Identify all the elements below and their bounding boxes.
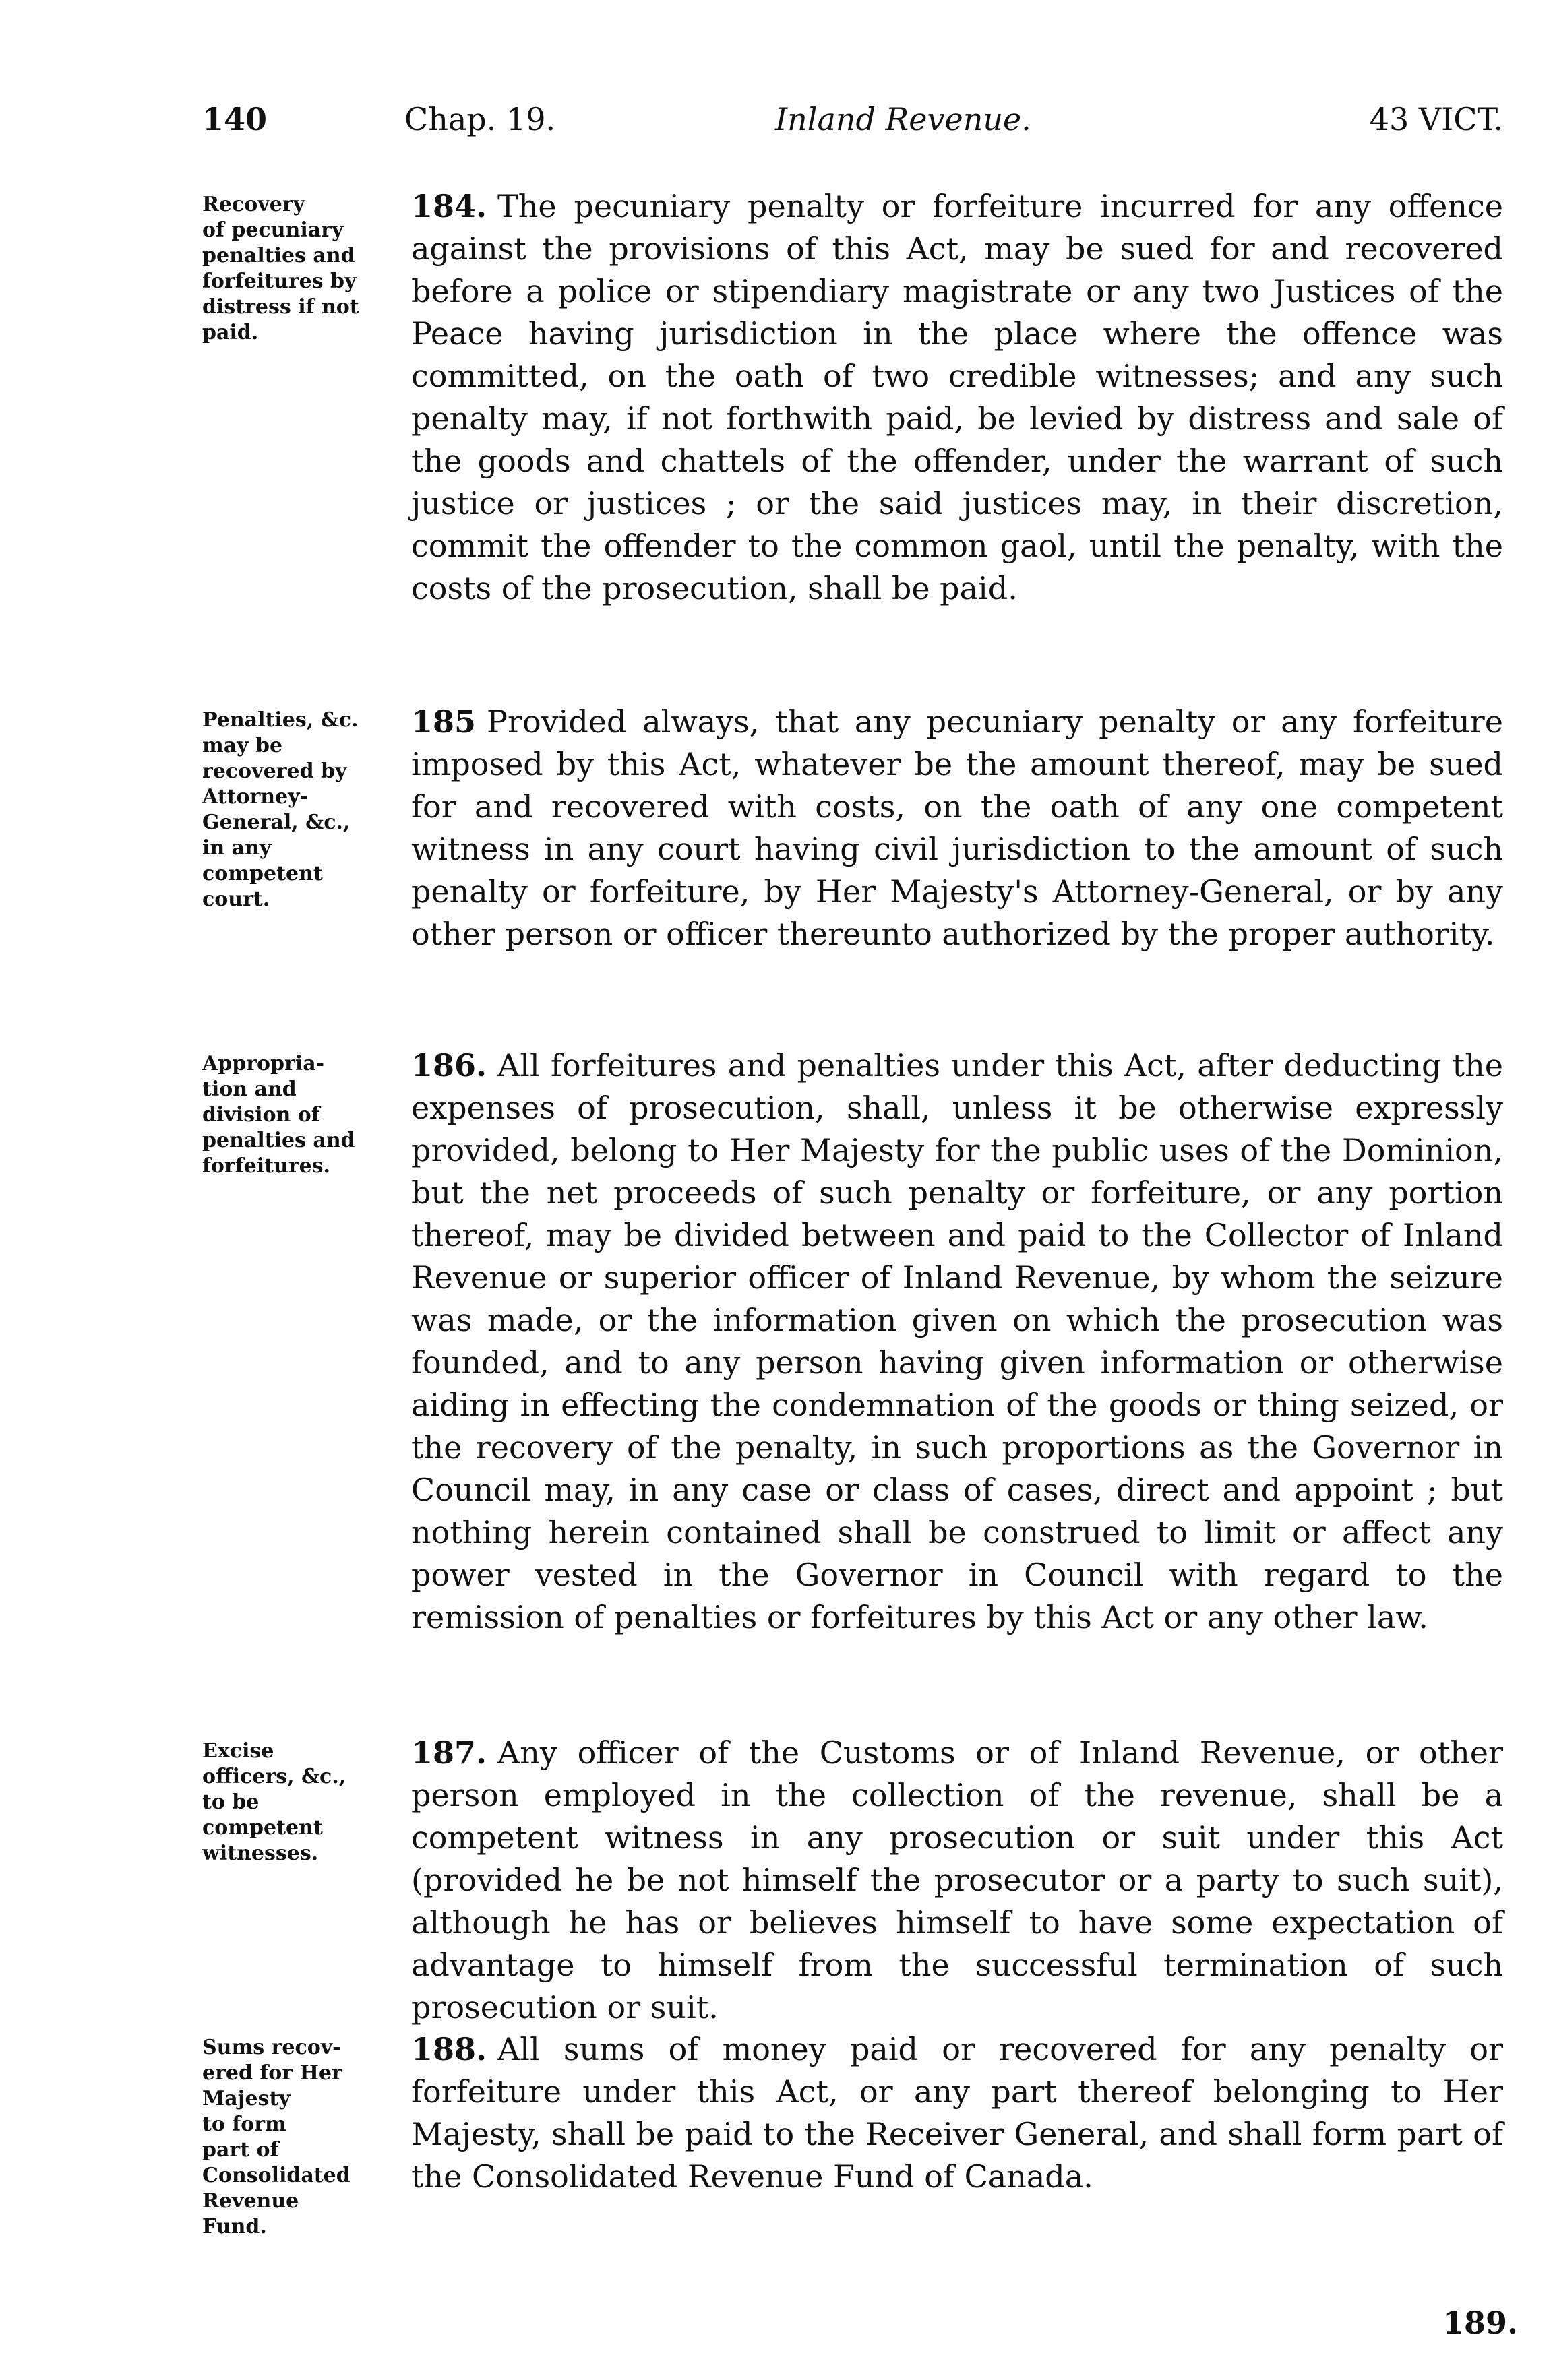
section-text (411, 2028, 1503, 2198)
chapter-label: Chap. 19. (404, 101, 556, 137)
section-body: Provided always, that any pecuniary penalty or any forfeiture imposed by this Act, whatever be the amount thereof, may be sued for and recovered with costs, on the oath of any one competent witness in any court having civil jurisdiction to the amount of such penalty or forfeiture, by Her Majesty's Attorney-General, or by any other person or officer thereunto authorized by the proper authority. (411, 703, 1503, 952)
section-body: All sums of money paid or recovered for any penalty or forfeiture under this Act, or any part thereof belonging to Her Majesty, shall be paid to the Receiver General, and shall form part of the Consolidated Revenue Fund of Canada. (411, 2031, 1503, 2195)
section-body: All forfeitures and penalties under this Act, after deducting the expenses of prosecution, shall, unless it be otherwise expressly provided, belong to Her Majesty for the public uses of the Dominion, but the net proceeds of such penalty or forfeiture, or any portion thereof, may be divided between and paid to the Collector of Inland Revenue or superior officer of Inland Revenue, by whom the seizure was made, or the information given on which the prosecution was founded, and to any person having given information or otherwise aiding in effecting the condemnation of the goods or thing seized, or the recovery of the penalty, in such proportions as the Governor in Council may, in any case or class of cases, direct and appoint ; but nothing herein contained shall be construed to limit or affect any power vested in the Governor in Council with regard to the remission of penalties or forfeitures by this Act or any other law. (411, 1047, 1503, 1635)
running-header (202, 101, 1503, 155)
section-body: The pecuniary penalty or forfeiture incurred for any offence against the provisions of this Act, may be sued for and recovered before a police or stipendiary magistrate or any two Justices of the Peace having jurisdiction in the place where the offence was committed, on the oath of two credible witnesses; and any such penalty may, if not forthwith paid, be levied by distress and sale of the goods and chattels of the offender, under the warrant of such justice or justices ; or the said justices may, in their discretion, commit the offender to the common gaol, until the penalty, with the costs of the prosecution, shall be paid. (411, 188, 1503, 606)
margin-note: Excise officers, &c., to be competent witnesses. (202, 1739, 346, 1865)
section-text (411, 701, 1503, 956)
catchword: 189. (1442, 2305, 1519, 2341)
section-text (411, 1732, 1503, 2029)
section-number: 186. (411, 1047, 487, 1084)
section-number: 184. (411, 188, 487, 224)
margin-note: Appropria- tion and division of penalties and forfeitures. (202, 1052, 355, 1178)
margin-note: Penalties, &c. may be recovered by Attorney- General, &c., in any competent court. (202, 708, 359, 911)
section-text (411, 1044, 1503, 1639)
page-number: 140 (202, 101, 268, 137)
section-number: 187. (411, 1734, 487, 1771)
running-title: Inland Revenue. (775, 101, 1031, 137)
section-number: 185 (411, 703, 477, 740)
section-number: 188. (411, 2031, 487, 2067)
section-text (411, 185, 1503, 610)
margin-note: Sums recov- ered for Her Majesty to form part of Consolidated Revenue Fund. (202, 2036, 351, 2238)
margin-note: Recovery of pecuniary penalties and forfeitures by distress if not paid. (202, 193, 359, 344)
section-body: Any officer of the Customs or of Inland Revenue, or other person employed in the collection of the revenue, shall be a competent witness in any prosecution or suit under this Act (provided he be not himself the prosecutor or a party to such suit), although he has or believes himself to have some expectation of advantage to himself from the successful termination of such prosecution or suit. (411, 1734, 1503, 2026)
regnal-year: 43 VICT. (1369, 101, 1503, 137)
